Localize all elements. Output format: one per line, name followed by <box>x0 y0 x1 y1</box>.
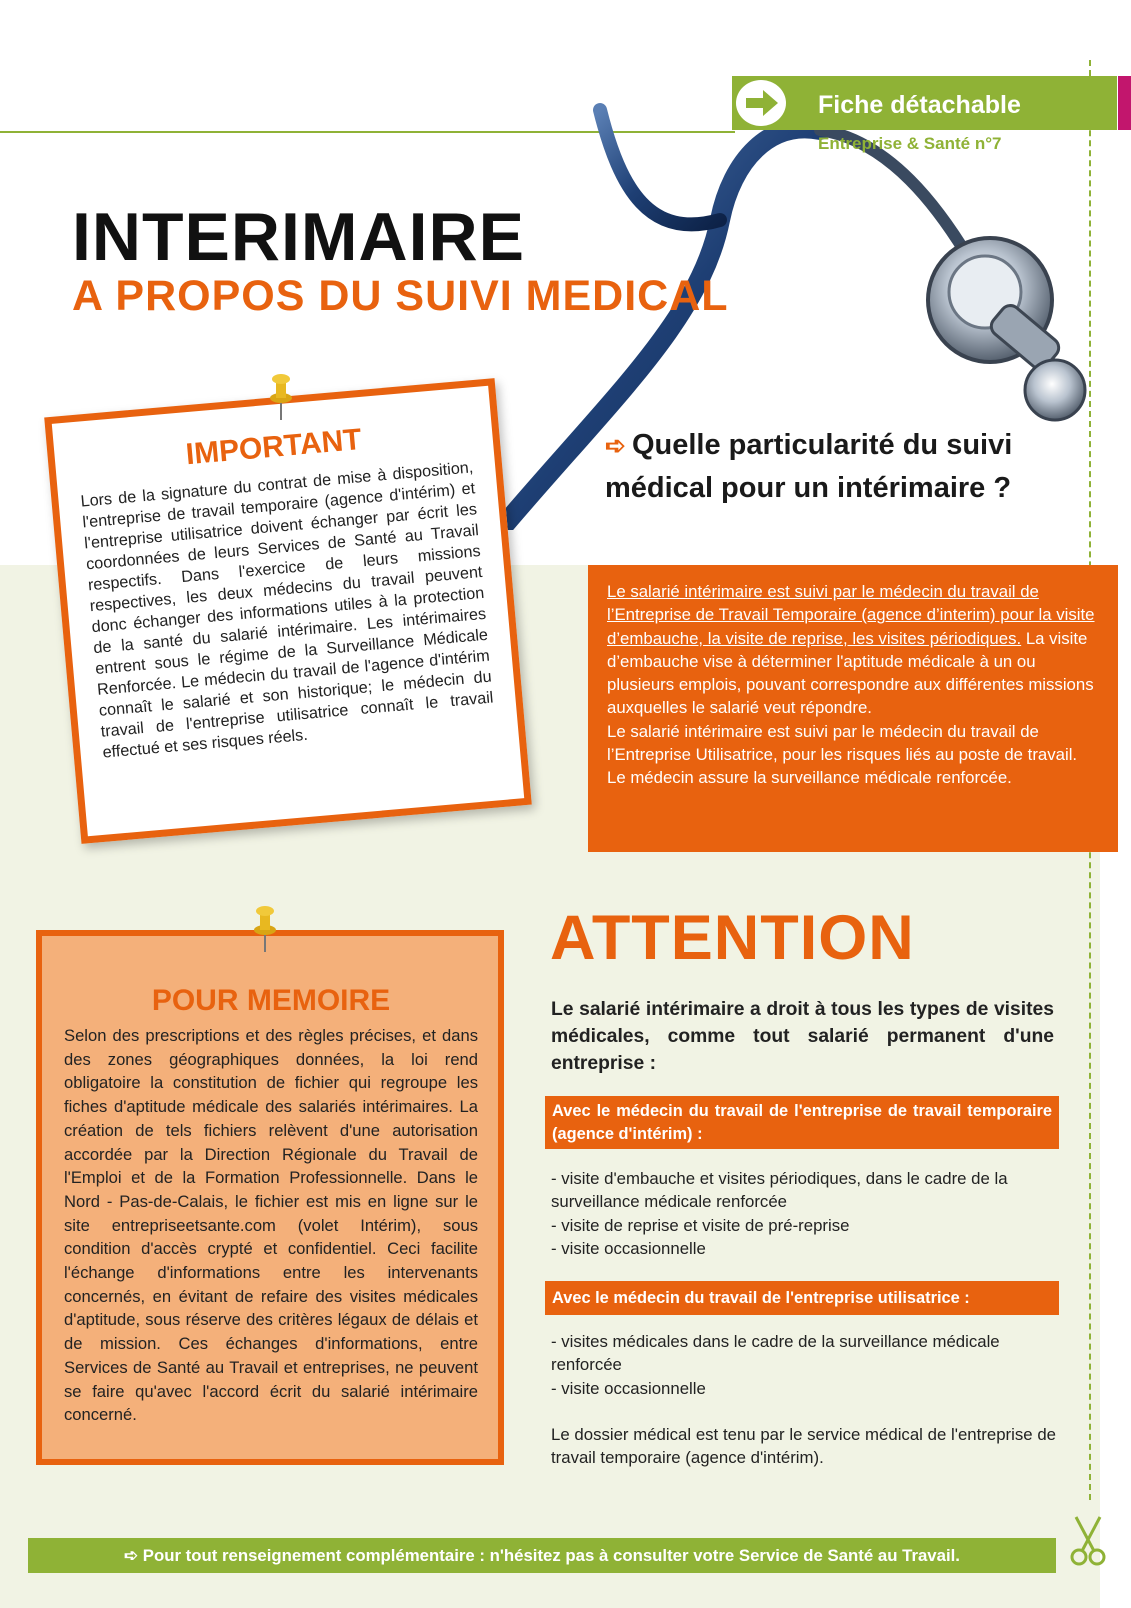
footer-banner: ➪ Pour tout renseignement complémentaire : n'hésitez pas à consulter votre Service de Santé au Travail. <box>28 1538 1056 1573</box>
attention-list-2 <box>551 1330 1056 1400</box>
list-item: - visite d'embauche et visites périodiques, dans le cadre de la surveillance médicale renforcée <box>551 1169 1008 1212</box>
attention-heading: ATTENTION <box>550 903 915 973</box>
attention-list-1 <box>551 1167 1056 1260</box>
answer-box <box>588 565 1118 852</box>
attention-closing: Le dossier médical est tenu par le service médical de l'entreprise de travail temporaire (agence d'intérim). <box>551 1425 1056 1468</box>
answer-text-1: La visite d’embauche vise à déterminer l'aptitude médicale à un ou plusieurs emplois, pouvant correspondre aux différentes missions auxquelles le salarié veut répondre. <box>607 628 1094 718</box>
important-card <box>44 378 532 844</box>
arrow-icon: ➪ <box>605 432 626 460</box>
attention-bar-temp-agency: Avec le médecin du travail de l'entreprise de travail temporaire (agence d'intérim) : <box>545 1096 1059 1149</box>
important-text: Lors de la signature du contrat de mise à disposition, l'entreprise de travail temporaire (agence d'intérim) et l'entreprise utilisatrice doivent échanger par écrit les coordonnées de leurs Services de Santé au Travail respectifs. Dans l'exercice de leurs missions respectives, les deux médecins du travail peuvent donc échanger des informations utiles à la protection de la santé du salarié intérimaire. Les intérimaires entrent sous le régime de la Surveillance Médicale Renforcée. Le médecin du travail de l'agence d'intérim connaît le salarié et son historique; le médecin du travail de l'entreprise utilisatrice connaît le travail effectué et ses risques réels. <box>79 458 495 762</box>
fiche-label: Fiche détachable <box>818 91 1021 119</box>
answer-underlined-text: Le salarié intérimaire est suivi par le médecin du travail de l’Entreprise de Travail Temporaire (agence d’interim) pour la visite d’embauche, la visite de reprise, les visites périodiques. <box>607 582 1095 648</box>
question-text: Quelle particularité du suivi médical pour un intérimaire ? <box>605 429 1013 504</box>
memo-text: Selon des prescriptions et des règles précises, et dans des zones géographiques données, la loi rend obligatoire la constitution de fichier qui regroupe les fiches d'aptitude médicale des salariés intérimaires. La création de tels fichiers relèvent d'une autorisation accordée par la Direction Régionale du Travail de l'Emploi et de la Formation Professionnelle. Dans le Nord - Pas-de-Calais, le fichier est mis en ligne sur le site entrepriseetsante.com (volet Intérim), sous condition d'accès crypté et confidentiel. Ceci facilite l'échange d'informations entre les intervenants concernés, en évitant de refaire des visites médicales d'aptitude, sous réserve des critères légaux de délais et de mission. Ces échanges d'informations, entre Services de Santé au Travail et entreprises, ne peuvent se faire qu'avec l'accord écrit du salarié intérimaire concerné. <box>64 1026 478 1425</box>
important-heading: IMPORTANT <box>184 423 363 472</box>
memo-heading: POUR MEMOIRE <box>151 984 391 1017</box>
fiche-tab <box>1118 76 1131 130</box>
list-item: - visites médicales dans le cadre de la surveillance médicale renforcée <box>551 1332 1000 1375</box>
section-question <box>605 424 1035 509</box>
list-item: - visite de reprise et visite de pré-reprise <box>551 1215 850 1235</box>
answer-text-2: Le salarié intérimaire est suivi par le médecin du travail de l’Entreprise Utilisatrice, pour les risques liés au poste de travail. Le médecin assure la surveillance médicale renforcée. <box>607 721 1078 788</box>
pushpin-icon <box>252 904 278 954</box>
pushpin-icon <box>268 372 294 422</box>
attention-lead: Le salarié intérimaire a droit à tous les types de visites médicales, comme tout salarié permanent d'une entreprise : <box>551 999 1054 1074</box>
page-title: INTERIMAIRE <box>72 199 525 275</box>
arrow-right-circle-icon <box>736 80 786 126</box>
list-item: - visite occasionnelle <box>551 1238 706 1258</box>
page-subtitle: A PROPOS DU SUIVI MEDICAL <box>72 272 729 320</box>
memo-box <box>36 930 504 1465</box>
scissors-icon <box>1068 1515 1108 1567</box>
list-item: - visite occasionnelle <box>551 1378 706 1398</box>
publication-label: Entreprise & Santé n°7 <box>818 134 1002 153</box>
attention-bar-user-company: Avec le médecin du travail de l'entreprise utilisatrice : <box>545 1281 1059 1315</box>
